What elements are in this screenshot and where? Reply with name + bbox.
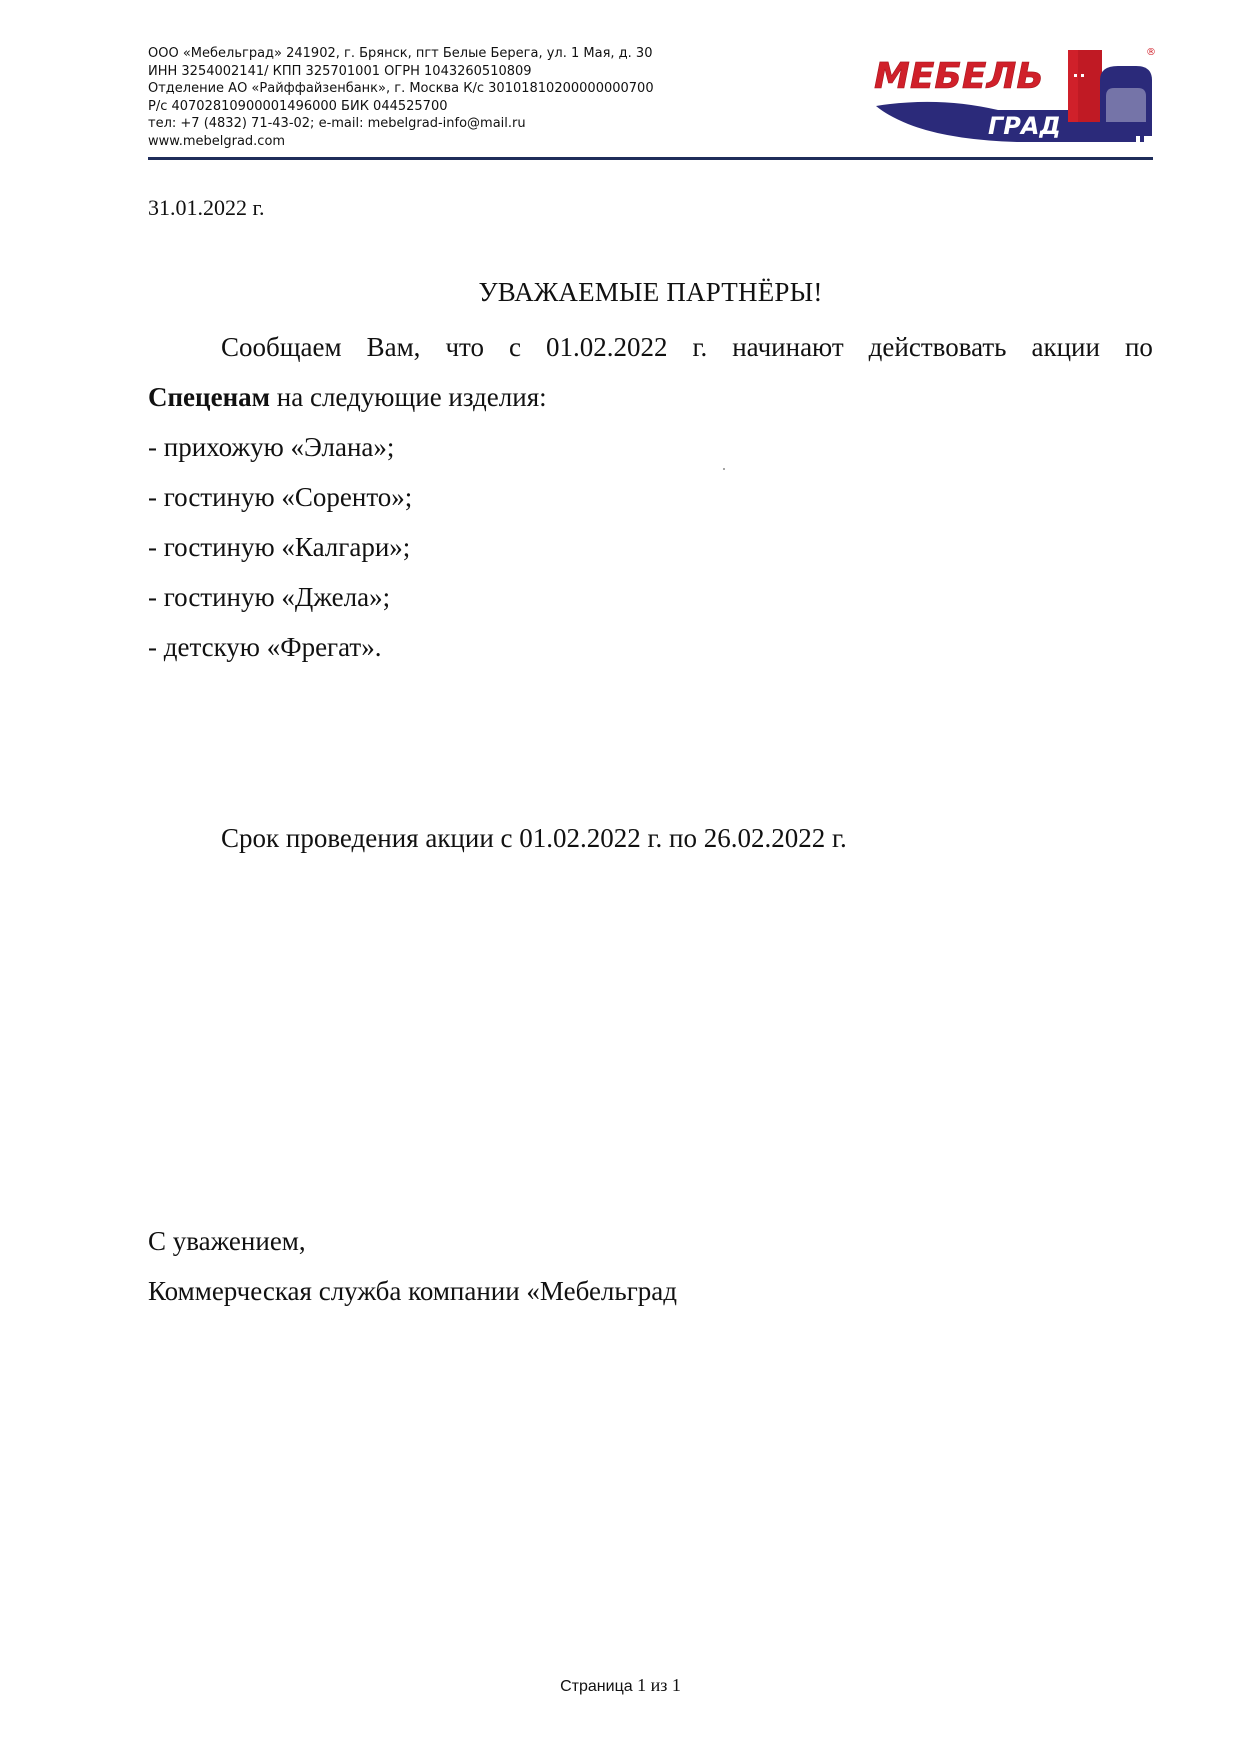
intro-word: Вам, <box>366 332 421 362</box>
footer-page-total: 1 <box>671 1675 681 1695</box>
list-item: - гостиную «Калгари»; <box>148 532 411 562</box>
footer-page-word: Страница <box>560 1678 633 1695</box>
company-name-address: ООО «Мебельград» 241902, г. Брянск, пгт Белые Берега, ул. 1 Мая, д. 30 <box>148 46 653 61</box>
page-footer <box>0 1675 1241 1696</box>
company-bank: Отделение АО «Райффайзенбанк», г. Москва К/с 30101810200000000700 <box>148 81 654 96</box>
intro-line-2 <box>148 372 1153 422</box>
intro-word: 01.02.2022 <box>545 332 668 362</box>
letter-date: 31.01.2022 г. <box>148 195 265 220</box>
closing-block <box>148 1216 677 1316</box>
signature-line: Коммерческая служба компании «Мебельград <box>148 1276 678 1306</box>
regards-line: С уважением, <box>148 1226 306 1256</box>
logo-registered-mark: ® <box>1146 47 1156 58</box>
footer-of-word: из <box>650 1675 668 1695</box>
intro-word: начинают <box>732 332 844 362</box>
list-item: - прихожую «Элана»; <box>148 432 395 462</box>
footer-page-number: 1 <box>637 1675 647 1695</box>
promotion-term: Срок проведения акции с 01.02.2022 г. по 26.02.2022 г. <box>221 823 847 853</box>
list-item: - гостиную «Соренто»; <box>148 482 413 512</box>
intro-line-1 <box>148 322 1153 372</box>
logo-armchair <box>1100 66 1152 142</box>
list-item: - гостиную «Джела»; <box>148 582 391 612</box>
intro-paragraph <box>148 322 1153 422</box>
logo-word-grad: ГРАД <box>988 112 1061 140</box>
company-website: www.mebelgrad.com <box>148 133 286 149</box>
company-account: Р/с 40702810900001496000 БИК 044525700 <box>148 98 448 114</box>
intro-word: г. <box>692 332 708 362</box>
company-details <box>148 45 654 150</box>
product-list <box>148 422 412 672</box>
header-divider <box>148 157 1153 160</box>
letter-title: УВАЖАЕМЫЕ ПАРТНЁРЫ! <box>478 277 823 307</box>
mebelgrad-logo <box>868 44 1160 148</box>
scan-speck <box>723 468 725 470</box>
list-item: - детскую «Фрегат». <box>148 632 382 662</box>
intro-bold-term: Спеценам <box>148 382 271 412</box>
intro-word: Сообщаем <box>221 332 342 362</box>
intro-word: что <box>445 332 484 362</box>
intro-rest: на следующие изделия: <box>270 382 547 412</box>
logo-word-mebel: МЕБЕЛЬ <box>874 56 1044 97</box>
intro-word: с <box>508 332 521 362</box>
intro-word: по <box>1124 332 1153 362</box>
company-tax-ids: ИНН 3254002141/ КПП 325701001 ОГРН 1043260510809 <box>148 63 532 79</box>
intro-word: акции <box>1031 332 1100 362</box>
company-contacts: тел: +7 (4832) 71-43-02; e-mail: mebelgrad-info@mail.ru <box>148 116 526 131</box>
intro-word: действовать <box>868 332 1007 362</box>
